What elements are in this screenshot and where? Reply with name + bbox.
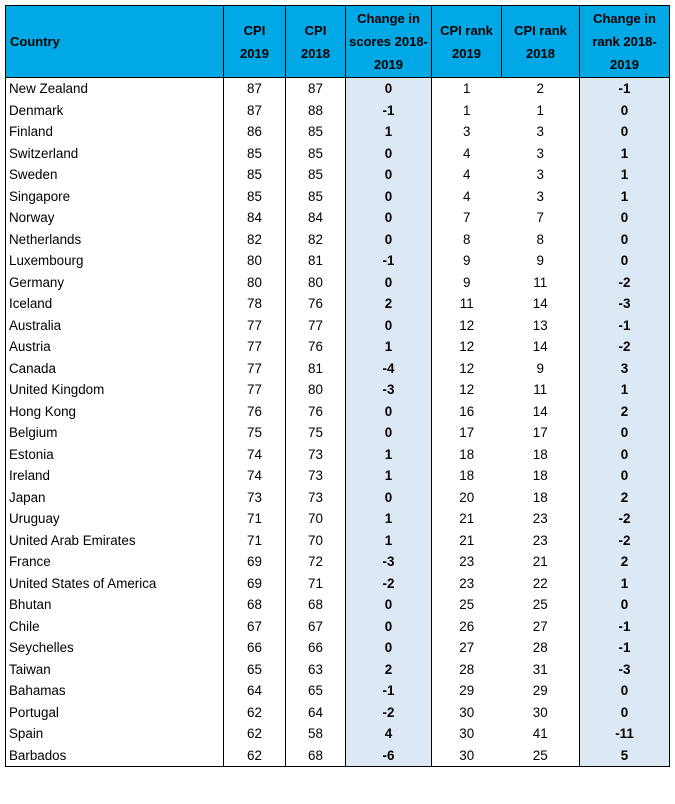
cell-rank-2019: 29 [432,680,502,702]
cell-change-rank: -1 [580,637,670,659]
cell-cpi-2019: 85 [224,143,286,165]
cell-change-score: -1 [346,680,432,702]
cell-rank-2018: 27 [502,616,580,638]
cell-rank-2019: 23 [432,551,502,573]
cell-rank-2018: 14 [502,293,580,315]
cell-cpi-2018: 63 [286,659,346,681]
cell-cpi-2019: 87 [224,100,286,122]
header-change-rank [580,6,670,78]
cell-rank-2019: 26 [432,616,502,638]
cell-cpi-2018: 73 [286,444,346,466]
cell-change-rank: 1 [580,143,670,165]
cell-rank-2019: 12 [432,315,502,337]
cell-cpi-2018: 81 [286,250,346,272]
cell-cpi-2018: 67 [286,616,346,638]
cell-cpi-2019: 62 [224,723,286,745]
cell-change-score: 0 [346,272,432,294]
cell-country: New Zealand [6,78,224,100]
cell-country: Australia [6,315,224,337]
cell-cpi-2019: 71 [224,530,286,552]
cell-rank-2019: 16 [432,401,502,423]
cell-change-rank: 0 [580,250,670,272]
header-line: 2019 [374,57,403,72]
table-row [6,745,670,767]
cell-change-rank: 0 [580,594,670,616]
header-cpi-2019 [224,6,286,78]
header-line: Change in [593,11,656,26]
cell-rank-2018: 25 [502,594,580,616]
cell-rank-2018: 21 [502,551,580,573]
cell-country: United Kingdom [6,379,224,401]
table-row [6,293,670,315]
cell-cpi-2019: 65 [224,659,286,681]
header-line: CPI [243,22,266,38]
cell-cpi-2018: 85 [286,121,346,143]
cell-country: Chile [6,616,224,638]
cell-cpi-2018: 77 [286,315,346,337]
cell-country: Spain [6,723,224,745]
table-row [6,164,670,186]
cell-cpi-2019: 74 [224,465,286,487]
cell-rank-2018: 8 [502,229,580,251]
header-line: scores 2018- [349,34,428,49]
cell-cpi-2019: 87 [224,78,286,100]
cell-change-rank: 5 [580,745,670,767]
cell-country: Barbados [6,745,224,767]
cpi-table [5,5,670,767]
cell-cpi-2018: 70 [286,508,346,530]
header-line: 2019 [240,45,269,61]
cell-rank-2018: 3 [502,121,580,143]
cell-cpi-2018: 84 [286,207,346,229]
cell-cpi-2018: 85 [286,143,346,165]
cell-rank-2018: 18 [502,444,580,466]
cell-country: Denmark [6,100,224,122]
cell-change-score: -1 [346,250,432,272]
cell-cpi-2018: 81 [286,358,346,380]
cell-rank-2018: 7 [502,207,580,229]
cell-cpi-2019: 77 [224,315,286,337]
cell-change-score: 0 [346,207,432,229]
cell-cpi-2018: 58 [286,723,346,745]
table-row [6,358,670,380]
cell-country: Finland [6,121,224,143]
cell-rank-2019: 8 [432,229,502,251]
cell-rank-2018: 3 [502,164,580,186]
cell-rank-2018: 23 [502,508,580,530]
header-country [6,6,224,78]
cell-cpi-2019: 82 [224,229,286,251]
cell-change-rank: -1 [580,616,670,638]
cell-rank-2018: 11 [502,379,580,401]
table-row [6,401,670,423]
cell-rank-2018: 29 [502,680,580,702]
table-row [6,229,670,251]
cell-change-score: 0 [346,143,432,165]
table-row [6,508,670,530]
cell-cpi-2019: 86 [224,121,286,143]
cell-change-score: 0 [346,422,432,444]
cell-rank-2019: 18 [432,444,502,466]
header-line: 2019 [610,57,639,72]
cell-cpi-2018: 80 [286,272,346,294]
cell-change-score: 0 [346,616,432,638]
cell-cpi-2018: 85 [286,164,346,186]
cell-cpi-2019: 62 [224,745,286,767]
cell-change-rank: 0 [580,207,670,229]
table-row [6,143,670,165]
cell-cpi-2018: 76 [286,401,346,423]
cell-cpi-2019: 75 [224,422,286,444]
cell-rank-2019: 30 [432,745,502,767]
cell-cpi-2019: 68 [224,594,286,616]
header-line: 2019 [452,45,481,61]
cell-change-rank: -3 [580,293,670,315]
cell-country: Germany [6,272,224,294]
cell-rank-2018: 9 [502,358,580,380]
cell-change-score: -2 [346,702,432,724]
cell-country: Bhutan [6,594,224,616]
cell-country: Norway [6,207,224,229]
cell-cpi-2019: 62 [224,702,286,724]
table-body [6,78,670,767]
table-row [6,551,670,573]
header-rank-2019 [432,6,502,78]
cell-cpi-2018: 76 [286,293,346,315]
header-line: CPI rank [514,22,567,38]
cell-cpi-2019: 64 [224,680,286,702]
table-header [6,6,670,78]
cell-cpi-2019: 80 [224,272,286,294]
cell-country: Iceland [6,293,224,315]
table-row [6,659,670,681]
cell-cpi-2018: 88 [286,100,346,122]
cell-country: Belgium [6,422,224,444]
cell-cpi-2018: 80 [286,379,346,401]
cell-cpi-2018: 68 [286,745,346,767]
cell-change-score: -3 [346,551,432,573]
cell-change-rank: 1 [580,379,670,401]
table-row [6,637,670,659]
cell-cpi-2019: 80 [224,250,286,272]
cell-change-rank: -2 [580,336,670,358]
table-row [6,465,670,487]
header-cpi-2018 [286,6,346,78]
cell-country: Estonia [6,444,224,466]
cell-rank-2018: 41 [502,723,580,745]
cell-cpi-2018: 82 [286,229,346,251]
cell-country: Ireland [6,465,224,487]
header-line: CPI [304,22,327,38]
cell-rank-2019: 20 [432,487,502,509]
cell-rank-2018: 17 [502,422,580,444]
table-row [6,100,670,122]
cell-rank-2019: 12 [432,379,502,401]
cell-rank-2019: 30 [432,723,502,745]
cell-change-rank: -2 [580,508,670,530]
cell-cpi-2018: 76 [286,336,346,358]
cell-change-rank: -2 [580,272,670,294]
cell-change-rank: 0 [580,702,670,724]
cell-rank-2019: 21 [432,530,502,552]
cell-rank-2018: 1 [502,100,580,122]
cell-rank-2018: 9 [502,250,580,272]
table-row [6,723,670,745]
cell-rank-2019: 3 [432,121,502,143]
cell-change-score: 2 [346,659,432,681]
cell-rank-2018: 22 [502,573,580,595]
table-row [6,186,670,208]
cell-change-score: 0 [346,594,432,616]
cell-rank-2019: 4 [432,164,502,186]
cell-change-score: -2 [346,573,432,595]
cell-rank-2019: 28 [432,659,502,681]
header-country-text: Country [10,34,60,49]
cell-change-score: 4 [346,723,432,745]
cell-country: Sweden [6,164,224,186]
cell-change-rank: 3 [580,358,670,380]
header-rank-2018 [502,6,580,78]
cell-rank-2019: 25 [432,594,502,616]
cell-rank-2019: 23 [432,573,502,595]
header-row [6,6,670,78]
cell-rank-2019: 18 [432,465,502,487]
cell-rank-2019: 9 [432,250,502,272]
header-line: 2018 [526,45,555,61]
cell-change-score: 1 [346,530,432,552]
cell-change-rank: 0 [580,465,670,487]
cell-cpi-2019: 84 [224,207,286,229]
cell-change-rank: 2 [580,487,670,509]
cell-change-score: 1 [346,465,432,487]
cell-change-score: 2 [346,293,432,315]
cell-cpi-2018: 73 [286,465,346,487]
cell-cpi-2019: 78 [224,293,286,315]
cell-cpi-2018: 66 [286,637,346,659]
cell-country: United States of America [6,573,224,595]
cell-rank-2018: 3 [502,186,580,208]
cell-change-score: -3 [346,379,432,401]
table-row [6,250,670,272]
cell-rank-2019: 21 [432,508,502,530]
cell-change-score: -1 [346,100,432,122]
cell-rank-2019: 7 [432,207,502,229]
cell-change-score: 1 [346,444,432,466]
cell-cpi-2018: 64 [286,702,346,724]
cell-change-score: 0 [346,78,432,100]
cell-country: Seychelles [6,637,224,659]
cell-cpi-2019: 76 [224,401,286,423]
table-row [6,444,670,466]
cell-rank-2019: 30 [432,702,502,724]
cell-change-score: 0 [346,637,432,659]
header-line: rank 2018- [592,34,657,49]
table-row [6,573,670,595]
cell-change-score: 0 [346,164,432,186]
header-line: CPI rank [440,22,493,38]
cell-change-rank: 1 [580,186,670,208]
cell-change-rank: 0 [580,229,670,251]
cell-country: Canada [6,358,224,380]
header-line: 2018 [301,45,330,61]
cell-country: Uruguay [6,508,224,530]
cell-cpi-2019: 69 [224,573,286,595]
cell-country: United Arab Emirates [6,530,224,552]
cell-rank-2018: 3 [502,143,580,165]
cell-rank-2019: 12 [432,336,502,358]
table-row [6,272,670,294]
cell-cpi-2019: 74 [224,444,286,466]
table-row [6,78,670,100]
cell-change-rank: 0 [580,100,670,122]
header-change-scores [346,6,432,78]
cell-change-rank: 2 [580,551,670,573]
cell-country: Netherlands [6,229,224,251]
table-row [6,422,670,444]
cell-rank-2018: 28 [502,637,580,659]
cell-change-rank: 0 [580,680,670,702]
cell-change-rank: -1 [580,315,670,337]
cell-country: Japan [6,487,224,509]
cell-rank-2018: 2 [502,78,580,100]
cell-cpi-2018: 87 [286,78,346,100]
cell-change-score: 0 [346,401,432,423]
cell-cpi-2019: 85 [224,164,286,186]
cell-change-score: 0 [346,315,432,337]
cell-rank-2019: 12 [432,358,502,380]
table-row [6,336,670,358]
cell-change-rank: 2 [580,401,670,423]
cell-cpi-2018: 70 [286,530,346,552]
table-row [6,594,670,616]
cell-cpi-2019: 85 [224,186,286,208]
cell-change-score: 0 [346,487,432,509]
table-row [6,680,670,702]
cell-country: Switzerland [6,143,224,165]
cell-cpi-2018: 73 [286,487,346,509]
cell-change-rank: 0 [580,422,670,444]
cell-rank-2019: 9 [432,272,502,294]
cell-rank-2018: 18 [502,465,580,487]
cell-rank-2018: 14 [502,401,580,423]
cell-country: Austria [6,336,224,358]
cell-country: Bahamas [6,680,224,702]
cell-change-rank: 0 [580,121,670,143]
cell-rank-2018: 11 [502,272,580,294]
cell-rank-2019: 4 [432,186,502,208]
cell-cpi-2018: 68 [286,594,346,616]
cell-change-score: 1 [346,121,432,143]
table-row [6,207,670,229]
cell-change-score: -6 [346,745,432,767]
cell-rank-2018: 30 [502,702,580,724]
table-row [6,702,670,724]
cell-cpi-2019: 71 [224,508,286,530]
cell-rank-2019: 1 [432,78,502,100]
cell-cpi-2019: 77 [224,379,286,401]
cell-change-score: 1 [346,508,432,530]
cell-cpi-2018: 71 [286,573,346,595]
table-row [6,121,670,143]
table-row [6,487,670,509]
cell-cpi-2018: 75 [286,422,346,444]
cell-rank-2019: 11 [432,293,502,315]
cell-change-score: 1 [346,336,432,358]
cell-rank-2018: 18 [502,487,580,509]
cell-cpi-2019: 67 [224,616,286,638]
cell-change-score: 0 [346,229,432,251]
table-row [6,616,670,638]
table-row [6,315,670,337]
cell-cpi-2018: 65 [286,680,346,702]
cell-cpi-2019: 73 [224,487,286,509]
cell-rank-2019: 4 [432,143,502,165]
cell-rank-2019: 1 [432,100,502,122]
cell-cpi-2019: 69 [224,551,286,573]
cell-rank-2018: 13 [502,315,580,337]
cell-rank-2019: 27 [432,637,502,659]
cell-cpi-2018: 85 [286,186,346,208]
cell-cpi-2018: 72 [286,551,346,573]
cell-change-rank: -1 [580,78,670,100]
cell-change-rank: 1 [580,164,670,186]
cell-country: France [6,551,224,573]
cell-rank-2019: 17 [432,422,502,444]
cell-change-rank: -11 [580,723,670,745]
cell-rank-2018: 14 [502,336,580,358]
cell-cpi-2019: 77 [224,336,286,358]
cell-change-rank: -2 [580,530,670,552]
cell-change-rank: 1 [580,573,670,595]
cell-country: Portugal [6,702,224,724]
cell-rank-2018: 23 [502,530,580,552]
table-row [6,530,670,552]
header-line: Change in [357,11,420,26]
cell-rank-2018: 25 [502,745,580,767]
cell-change-score: -4 [346,358,432,380]
table-row [6,379,670,401]
cell-rank-2018: 31 [502,659,580,681]
cell-country: Hong Kong [6,401,224,423]
cell-cpi-2019: 77 [224,358,286,380]
cell-cpi-2019: 66 [224,637,286,659]
cell-change-score: 0 [346,186,432,208]
cell-change-rank: -3 [580,659,670,681]
cell-country: Singapore [6,186,224,208]
cell-change-rank: 0 [580,444,670,466]
cell-country: Luxembourg [6,250,224,272]
cell-country: Taiwan [6,659,224,681]
